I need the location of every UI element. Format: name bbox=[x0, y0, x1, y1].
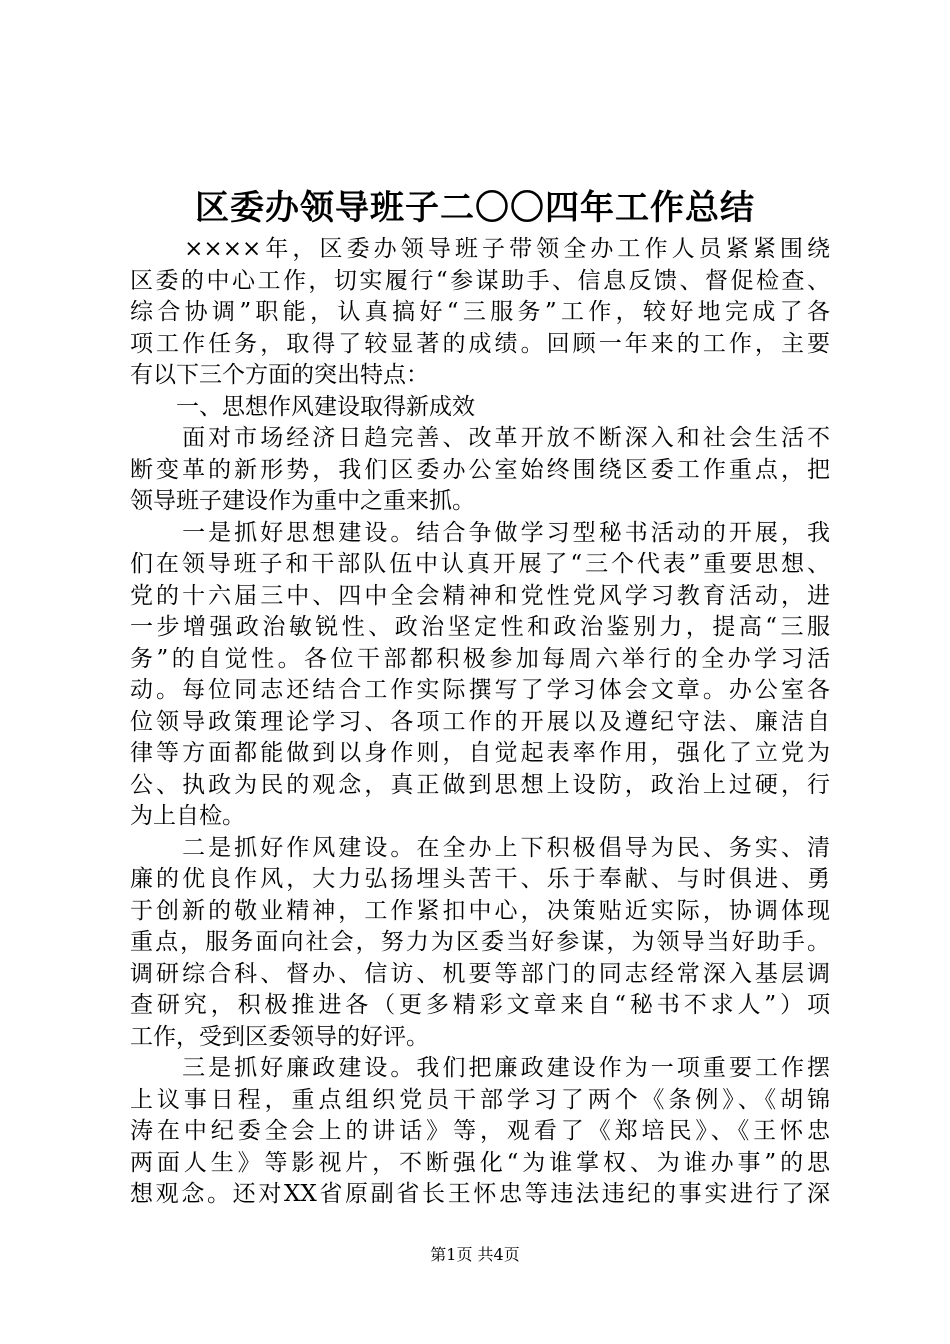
body-text-line: 上议事日程，重点组织党员干部学习了两个《条例》、《胡锦 bbox=[130, 1086, 830, 1113]
body-text-line: 查研究，积极推进各（更多精彩文章来自“秘书不求人”）项 bbox=[130, 992, 830, 1018]
body-text-line: 想观念。还对XX省原副省长王怀忠等违法违纪的事实进行了深 bbox=[130, 1181, 830, 1207]
document-title: 区委办领导班子二〇〇四年工作总结 bbox=[195, 188, 755, 228]
body-text-line: 律等方面都能做到以身作则，自觉起表率作用，强化了立党为 bbox=[130, 740, 830, 766]
body-text-line: 涛在中纪委全会上的讲话》等，观看了《郑培民》、《王怀忠 bbox=[130, 1118, 830, 1144]
body-text-line: 为上自检。 bbox=[130, 803, 245, 829]
body-text-line: 有以下三个方面的突出特点： bbox=[130, 362, 429, 388]
body-text-line: 二是抓好作风建设。在全办上下积极倡导为民、务实、清 bbox=[130, 834, 830, 861]
body-text-line: 综合协调”职能，认真搞好“三服务”工作，较好地完成了各 bbox=[130, 299, 830, 325]
body-text-line: 于创新的敬业精神，工作紧扣中心，决策贴近实际，协调体现 bbox=[130, 897, 830, 924]
body-text-line: 位领导政策理论学习、各项工作的开展以及遵纪守法、廉洁自 bbox=[130, 708, 830, 735]
body-text-line: 两面人生》等影视片，不断强化“为谁掌权、为谁办事”的思 bbox=[130, 1149, 830, 1176]
body-text-line: 一是抓好思想建设。结合争做学习型秘书活动的开展，我 bbox=[130, 519, 830, 546]
body-text-line: 领导班子建设作为重中之重来抓。 bbox=[130, 488, 475, 514]
body-text-line: 区委的中心工作，切实履行“参谋助手、信息反馈、督促检查、 bbox=[130, 267, 830, 294]
body-text-line: 一、思想作风建设取得新成效 bbox=[130, 393, 475, 420]
body-text-line: 们在领导班子和干部队伍中认真开展了“三个代表”重要思想、 bbox=[130, 551, 830, 577]
body-text-line: 重点，服务面向社会，努力为区委当好参谋，为领导当好助手。 bbox=[130, 929, 830, 955]
body-text-line: 断变革的新形势，我们区委办公室始终围绕区委工作重点，把 bbox=[130, 456, 830, 483]
body-text-line: 务”的自觉性。各位干部都积极参加每周六举行的全办学习活 bbox=[130, 645, 830, 672]
body-text-line: 面对市场经济日趋完善、改革开放不断深入和社会生活不 bbox=[130, 425, 830, 451]
body-text-line: 廉的优良作风，大力弘扬埋头苦干、乐于奉献、与时俱进、勇 bbox=[130, 866, 830, 892]
body-text-line: 三是抓好廉政建设。我们把廉政建设作为一项重要工作摆 bbox=[130, 1055, 830, 1081]
body-text-line: 党的十六届三中、四中全会精神和党性党风学习教育活动，进 bbox=[130, 582, 830, 609]
body-text-line: 动。每位同志还结合工作实际撰写了学习体会文章。办公室各 bbox=[130, 677, 830, 703]
document-body bbox=[130, 234, 830, 1211]
body-text-line: 工作，受到区委领导的好评。 bbox=[130, 1023, 429, 1050]
body-text-line: 一步增强政治敏锐性、政治坚定性和政治鉴别力，提高“三服 bbox=[130, 614, 830, 640]
body-text-line: ××××年，区委办领导班子带领全办工作人员紧紧围绕 bbox=[130, 236, 830, 262]
page-footer: 第1页 共4页 bbox=[430, 1245, 520, 1264]
body-text-line: 项工作任务，取得了较显著的成绩。回顾一年来的工作，主要 bbox=[130, 330, 830, 357]
body-text-line: 公、执政为民的观念，真正做到思想上设防，政治上过硬，行 bbox=[130, 771, 830, 798]
body-text-line: 调研综合科、督办、信访、机要等部门的同志经常深入基层调 bbox=[130, 960, 830, 987]
